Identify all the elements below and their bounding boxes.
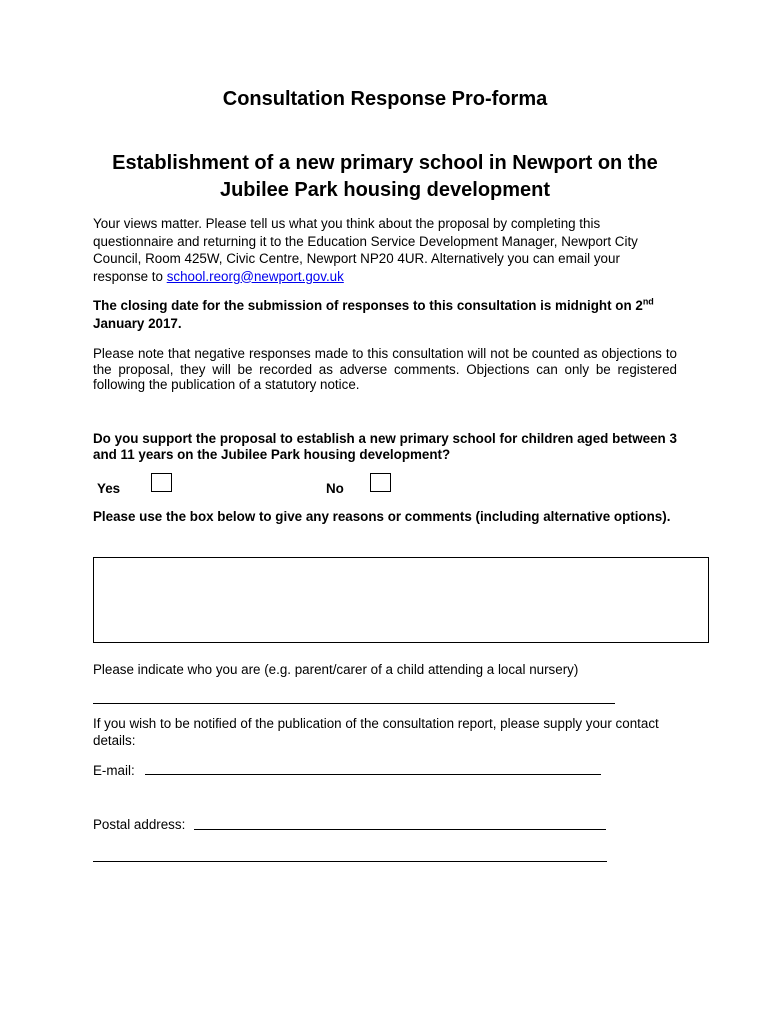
email-link[interactable]: school.reorg@newport.gov.uk [166,268,344,284]
postal-address-field[interactable] [194,814,606,830]
who-prompt: Please indicate who you are (e.g. parent/carer of a child attending a local nursery) [93,662,579,677]
email-field[interactable] [145,759,601,775]
main-heading [0,150,770,204]
comments-box[interactable] [93,557,709,643]
heading-line-1: Establishment of a new primary school in Newport on the [112,152,658,174]
support-question: Do you support the proposal to establish a new primary school for children aged between 3 and 11 years on the Jubilee Park housing development? [93,431,677,462]
closing-date-sup: nd [642,296,654,307]
intro-paragraph [93,215,663,285]
closing-date-text [93,297,673,332]
form-title: Consultation Response Pro-forma [222,88,548,110]
yes-checkbox[interactable] [151,473,172,492]
note-paragraph: Please note that negative responses made to this consultation will not be counted as objections to the proposal, they will be recorded as adverse comments. Objections can only be registered following the publication of a statutory notice. [93,346,677,392]
postal-address-field-line-2[interactable] [93,846,607,862]
no-label: No [326,481,344,496]
closing-date-suffix: January 2017. [93,315,182,331]
who-field[interactable] [93,688,615,704]
intro-text: Your views matter. Please tell us what you think about the proposal by completing this questionnaire and returning it to the Education Service Development Manager, Newport City Council, Room 425W, Civic Centre, Newport NP20 4UR. Alternatively you can email your response to [93,216,638,284]
yes-label: Yes [97,481,121,496]
no-checkbox[interactable] [370,473,391,492]
comments-prompt: Please use the box below to give any reasons or comments (including alternative options). [93,509,671,524]
notify-prompt: If you wish to be notified of the publication of the consultation report, please supply your contact details: [93,716,659,748]
heading-line-2: Jubilee Park housing development [219,179,551,201]
email-label: E-mail: [93,763,135,778]
postal-address-label: Postal address: [93,817,186,832]
closing-date-prefix: The closing date for the submission of responses to this consultation is midnight on 2 [93,298,643,313]
